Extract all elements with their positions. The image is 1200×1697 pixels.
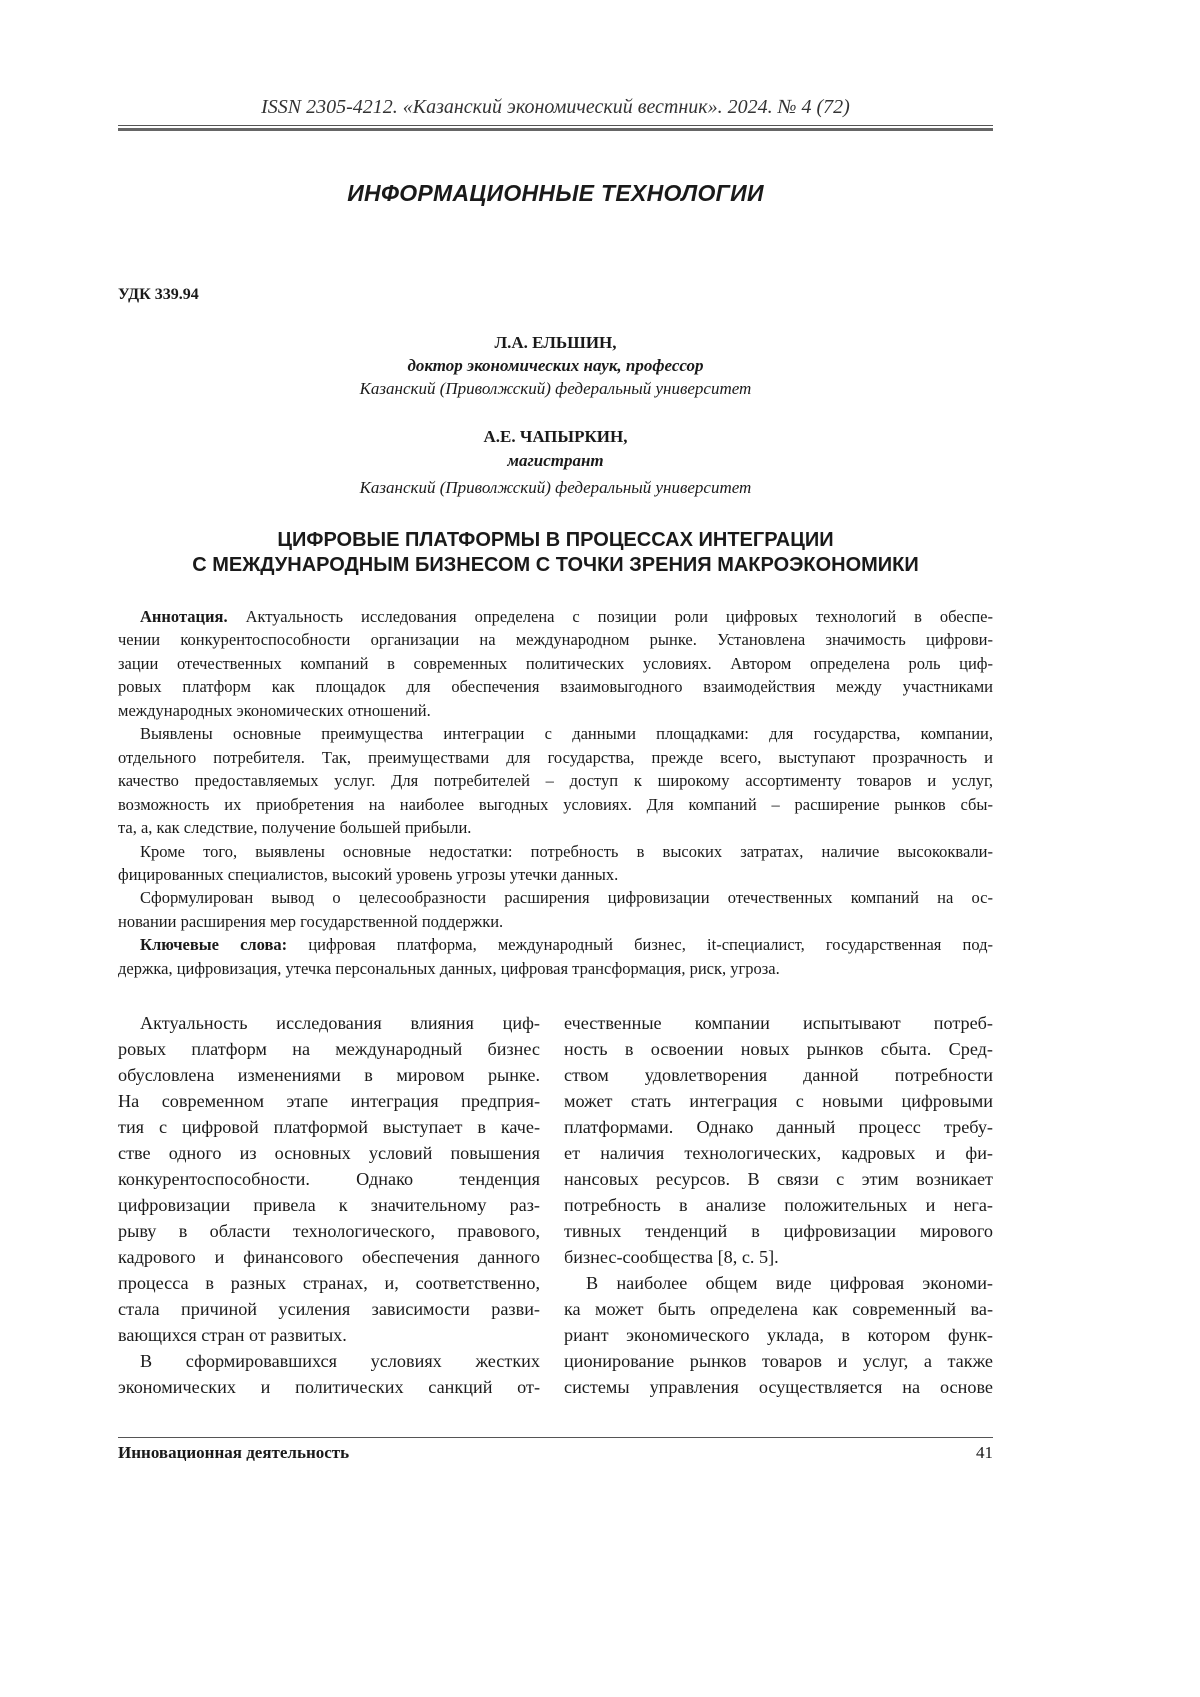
line-text: В сформировавшихся условиях жестких — [140, 1351, 540, 1371]
text-line — [140, 1351, 540, 1372]
footer-rule — [118, 1437, 993, 1438]
line-text: процесса в разных странах, и, соответственно, — [118, 1273, 540, 1293]
line-text: возможность их приобретения на наиболее выгодных условиях. Для компаний – расширение рынков сбы- — [118, 794, 993, 814]
line-text: конкурентоспособности. Однако тенденция — [118, 1169, 540, 1189]
article-title-line: С МЕЖДУНАРОДНЫМ БИЗНЕСОМ С ТОЧКИ ЗРЕНИЯ МАКРОЭКОНОМИКИ — [192, 554, 919, 576]
footer-section: Инновационная деятельность — [118, 1443, 350, 1462]
text-line — [118, 1091, 540, 1112]
text-line — [140, 935, 993, 955]
keywords-label: Ключевые слова: — [140, 935, 288, 955]
abstract-label: Аннотация. — [140, 607, 228, 626]
text-line — [118, 654, 993, 674]
line-text: ровых платформ как площадок для обеспечения взаимовыгодного взаимодействия между участниками — [118, 677, 993, 697]
text-line — [564, 1299, 993, 1320]
text-line — [118, 1117, 540, 1138]
text-line — [564, 1117, 993, 1138]
line-text: ка может быть определена как современный ва- — [564, 1299, 993, 1319]
line-text: ством удовлетворения данной потребности — [564, 1065, 993, 1085]
line-text: бизнес-сообщества [8, с. 5]. — [564, 1247, 779, 1267]
text-line — [118, 1169, 540, 1190]
line-text: Сформулирован вывод о целесообразности расширения цифровизации отечественных компаний на ос- — [140, 888, 993, 908]
line-text: цифровизации привела к значительному раз- — [118, 1195, 540, 1215]
line-text: Кроме того, выявлены основные недостатки: потребность в высоких затратах, наличие высококвали- — [140, 841, 993, 861]
text-line — [564, 1013, 993, 1034]
line-text: В наиболее общем виде цифровая экономи- — [586, 1273, 993, 1293]
author-name: Л.А. ЕЛЬШИН, — [494, 333, 617, 352]
line-text: тивных тенденций в цифровизации мирового — [564, 1221, 993, 1241]
text-line — [140, 842, 993, 862]
text-line — [118, 1143, 540, 1164]
line-text: стве одного из основных условий повышения — [118, 1143, 540, 1163]
text-line — [564, 1091, 993, 1112]
text-line — [140, 888, 993, 908]
text-line — [564, 1325, 993, 1346]
text-line — [564, 1221, 993, 1242]
line-text: Актуальность исследования определена с позиции роли цифровых технологий в обеспе- — [245, 607, 994, 626]
text-line — [564, 1377, 993, 1398]
line-text: фицированных специалистов, высокий уровень угрозы утечки данных. — [118, 864, 619, 884]
line-text: держка, цифровизация, утечка персональных данных, цифровая трансформация, риск, угроза. — [118, 958, 780, 978]
line-text: ровых платформ на международный бизнес — [118, 1039, 540, 1059]
text-line — [564, 1065, 993, 1086]
author-affiliation: Казанский (Приволжский) федеральный университет — [359, 379, 752, 398]
text-line — [118, 1299, 540, 1320]
line-text: может стать интеграция с новыми цифровыми — [564, 1091, 993, 1111]
header-rule-thick — [118, 128, 993, 131]
line-text: платформами. Однако данный процесс требу- — [564, 1117, 993, 1137]
text-line — [118, 677, 993, 697]
text-line — [118, 1221, 540, 1242]
page-number: 41 — [976, 1443, 993, 1462]
line-text: новании расширения мер государственной поддержки. — [118, 911, 504, 931]
line-text: нансовых ресурсов. В связи с этим возникает — [564, 1169, 993, 1189]
text-line — [564, 1351, 993, 1372]
udk-code: УДК 339.94 — [118, 286, 199, 303]
line-text: Актуальность исследования влияния циф- — [140, 1013, 540, 1033]
text-line — [564, 1195, 993, 1216]
text-line — [118, 795, 993, 815]
text-line — [564, 1247, 993, 1268]
text-line — [140, 607, 993, 627]
line-text: Выявлены основные преимущества интеграции с данными площадками: для государства, компании, — [140, 724, 993, 744]
text-line — [118, 912, 993, 932]
line-text: качество предоставляемых услуг. Для потребителей – доступ к широкому ассортименту товаров и услуг, — [118, 771, 993, 791]
text-line — [564, 1169, 993, 1190]
text-line — [140, 1013, 540, 1034]
line-text: вающихся стран от развитых. — [118, 1325, 347, 1345]
line-text: отдельного потребителя. Так, преимуществами для государства, прежде всего, выступают прозрачность и — [118, 747, 993, 767]
line-text: риант экономического уклада, в котором функ- — [564, 1325, 993, 1345]
text-line — [118, 771, 993, 791]
line-text: цифровая платформа, международный бизнес, it-специалист, государственная под- — [308, 935, 993, 955]
text-line — [118, 1377, 540, 1398]
text-line — [140, 724, 993, 744]
text-line — [118, 818, 993, 838]
line-text: кадрового и финансового обеспечения данного — [118, 1247, 540, 1267]
text-line — [118, 1039, 540, 1060]
author-affiliation: Казанский (Приволжский) федеральный университет — [359, 478, 752, 497]
line-text: ность в освоении новых рынков сбыта. Сред- — [564, 1039, 993, 1059]
header-rule — [118, 125, 993, 126]
text-line — [118, 1325, 540, 1346]
article-title-line: ЦИФРОВЫЕ ПЛАТФОРМЫ В ПРОЦЕССАХ ИНТЕГРАЦИИ — [277, 529, 834, 551]
text-line — [586, 1273, 993, 1294]
text-line — [118, 748, 993, 768]
line-text: стала причиной усиления зависимости разви- — [118, 1299, 540, 1319]
line-text: обусловлена изменениями в мировом рынке. — [118, 1065, 540, 1085]
line-text: ционирование рынков товаров и услуг, а также — [564, 1351, 993, 1371]
text-line — [118, 1273, 540, 1294]
running-header: ISSN 2305-4212. «Казанский экономический вестник». 2024. № 4 (72) — [261, 96, 850, 118]
line-text: международных экономических отношений. — [118, 700, 431, 720]
line-text: та, а, как следствие, получение большей прибыли. — [118, 818, 472, 838]
line-text: системы управления осуществляется на основе — [564, 1377, 993, 1397]
text-line — [564, 1039, 993, 1060]
section-heading: ИНФОРМАЦИОННЫЕ ТЕХНОЛОГИИ — [347, 180, 764, 206]
line-text: тия с цифровой платформой выступает в каче- — [118, 1117, 540, 1137]
text-line — [118, 1247, 540, 1268]
line-text: экономических и политических санкций от- — [118, 1377, 540, 1397]
text-line — [118, 701, 993, 721]
text-line — [118, 865, 993, 885]
text-line — [118, 959, 993, 979]
author-degree: магистрант — [507, 451, 604, 470]
line-text: ечественные компании испытывают потреб- — [564, 1013, 993, 1033]
text-line — [564, 1143, 993, 1164]
line-text: ет наличия технологических, кадровых и фи- — [564, 1143, 993, 1163]
text-line — [118, 1195, 540, 1216]
text-line — [118, 630, 993, 650]
author-degree: доктор экономических наук, профессор — [407, 356, 704, 375]
line-text: зации отечественных компаний в современных политических условиях. Автором определена роль циф- — [118, 653, 993, 673]
line-text: потребность в анализе положительных и нега- — [564, 1195, 993, 1215]
author-name: А.Е. ЧАПЫРКИН, — [483, 427, 628, 446]
line-text: На современном этапе интеграция предприя- — [118, 1091, 540, 1111]
line-text: чении конкурентоспособности организации на международном рынке. Установлена значимость цифрови- — [118, 630, 993, 650]
line-text: рыву в области технологического, правового, — [118, 1221, 540, 1241]
text-line — [118, 1065, 540, 1086]
